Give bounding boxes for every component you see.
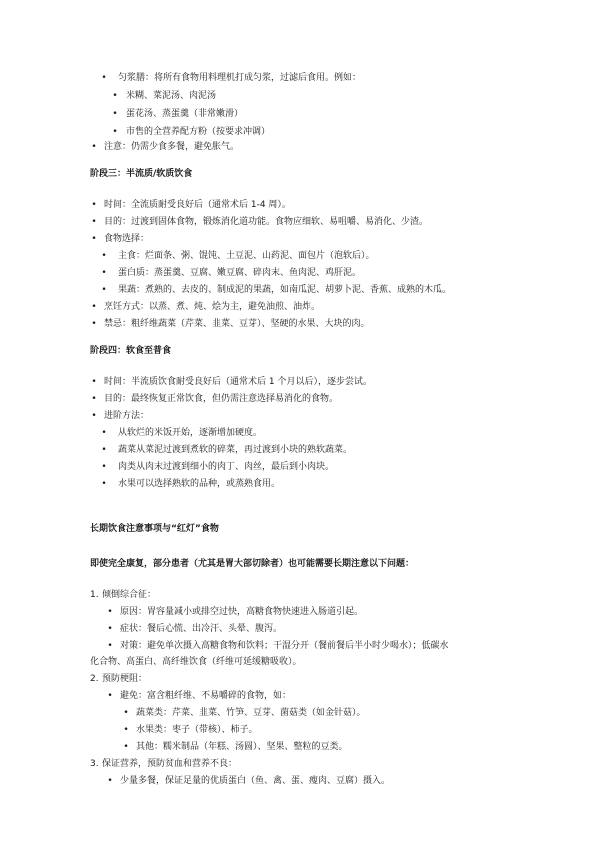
bullet-marker: • (123, 708, 129, 718)
bullet-marker: • (91, 411, 97, 421)
section-intro: 即使完全康复，部分患者（尤其是胃大部切除者）也可能需要长期注意以下问题： (90, 559, 415, 569)
bullet-marker: • (107, 691, 113, 701)
bullet-marker: • (91, 302, 97, 312)
list-item: 果蔬：煮熟的、去皮的、制成泥的果蔬，如南瓜泥、胡萝卜泥、香蕉、成熟的木瓜。 (118, 285, 452, 295)
list-item: 其他：糯米制品（年糕、汤圆）、坚果、整粒的豆类。 (136, 742, 348, 752)
bullet-marker: • (123, 742, 129, 752)
list-item: 水果类：枣子（带核）、柿子。 (136, 725, 258, 735)
bullet-marker: • (91, 394, 97, 404)
list-item: 保证营养，预防贫血和营养不良： (102, 759, 238, 769)
list-item: 少量多餐，保证足量的优质蛋白（鱼、禽、蛋、瘦肉、豆腐）摄入。 (120, 776, 391, 786)
list-item: 食物选择： (104, 234, 150, 244)
list-item: 目的：最终恢复正常饮食，但仍需注意选择易消化的食物。 (104, 394, 339, 404)
bullet-marker: • (101, 462, 107, 472)
bullet-marker: • (91, 377, 97, 387)
bullet-marker: • (112, 109, 118, 119)
bullet-marker: • (91, 142, 97, 152)
list-item: 肉类从肉末过渡到细小的肉丁、肉丝，最后到小肉块。 (118, 462, 335, 472)
bullet-marker: • (107, 607, 113, 617)
list-item: 蔬菜从菜泥过渡到煮软的碎菜，再过渡到小块的熟软蔬菜。 (118, 445, 353, 455)
list-item: 时间：半流质饮食耐受良好后（通常术后 1 个月以后），逐步尝试。 (104, 377, 372, 387)
list-item-continuation: 化合物、高蛋白、高纤维饮食（纤维可延缓糖吸收）。 (90, 657, 302, 667)
list-item: 烹饪方式：以蒸、煮、炖、烩为主，避免油煎、油炸。 (104, 302, 321, 312)
bullet-marker: • (112, 127, 118, 137)
list-item: 原因：胃容量减小或排空过快，高糖食物快速进入肠道引起。 (120, 607, 364, 617)
list-item: 禁忌：粗纤维蔬菜（芹菜、韭菜、豆芽）、坚硬的水果、大块的肉。 (104, 319, 370, 329)
list-item: 蔬菜类：芹菜、韭菜、竹笋、豆芽、菌菇类（如金针菇）。 (136, 708, 366, 718)
bullet-marker: • (101, 428, 107, 438)
list-item: 避免：富含粗纤维、不易嚼碎的食物，如： (120, 691, 292, 701)
list-item: 症状：餐后心慌、出冷汗、头晕、腹泻。 (120, 624, 283, 634)
bullet-marker: • (101, 73, 107, 83)
list-item: 倾倒综合征： (102, 590, 157, 600)
list-item: 市售的全营养配方粉（按要求冲调） (126, 127, 271, 137)
list-item: 蛋白质：蒸蛋羹、豆腐、嫩豆腐、碎肉末、鱼肉泥、鸡肝泥。 (118, 268, 362, 278)
list-item: 预防梗阻： (102, 674, 148, 684)
list-item: 目的：过渡到固体食物，锻炼消化道功能。食物应细软、易咀嚼、易消化、少渣。 (104, 217, 429, 227)
bullet-marker: • (91, 200, 97, 210)
section-heading: 长期饮食注意事项与“红灯”食物 (90, 524, 219, 534)
bullet-marker: • (101, 268, 107, 278)
list-item: 时间：全流质耐受良好后（通常术后 1-4 周）。 (104, 200, 291, 210)
list-item: 对策：避免单次摄入高糖食物和饮料；干湿分开（餐前餐后半小时少喝水）；低碳水 (120, 641, 449, 651)
section-heading: 阶段三：半流质/软质饮食 (90, 169, 193, 179)
list-item: 蛋花汤、蒸蛋羹（非常嫩滑） (126, 109, 244, 119)
list-number: 3. (90, 759, 99, 769)
bullet-marker: • (107, 641, 113, 651)
bullet-marker: • (123, 725, 129, 735)
bullet-marker: • (101, 445, 107, 455)
bullet-marker: • (91, 217, 97, 227)
bullet-marker: • (101, 251, 107, 261)
bullet-marker: • (91, 319, 97, 329)
bullet-marker: • (112, 91, 118, 101)
section-heading: 阶段四：软食至普食 (90, 346, 172, 356)
list-item: 匀浆膳：将所有食物用料理机打成匀浆，过滤后食用。例如： (118, 73, 362, 83)
list-item: 米糊、菜泥汤、肉泥汤 (126, 91, 217, 101)
list-item: 主食：烂面条、粥、馄饨、土豆泥、山药泥、面包片（泡软后）。 (118, 251, 375, 261)
list-number: 1. (90, 590, 99, 600)
list-item: 水果可以选择熟软的品种，或蒸熟食用。 (118, 479, 281, 489)
bullet-marker: • (107, 624, 113, 634)
bullet-marker: • (101, 479, 107, 489)
bullet-marker: • (91, 234, 97, 244)
list-number: 2. (90, 674, 99, 684)
list-item: 从软烂的米饭开始，逐渐增加硬度。 (118, 428, 263, 438)
bullet-marker: • (101, 285, 107, 295)
list-item: 注意：仍需少食多餐，避免胀气。 (104, 142, 240, 152)
bullet-marker: • (107, 776, 113, 786)
list-item: 进阶方法： (104, 411, 150, 421)
